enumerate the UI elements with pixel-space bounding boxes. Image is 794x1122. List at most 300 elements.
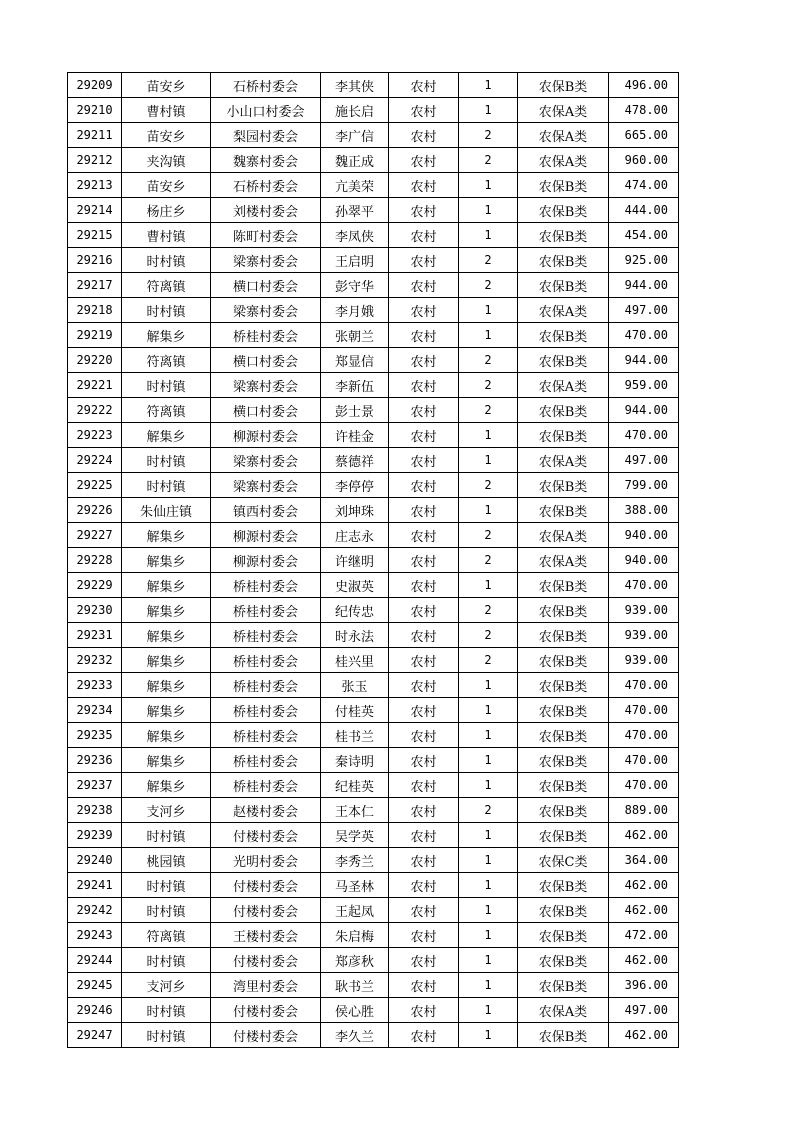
table-row <box>68 373 679 398</box>
household-size-cell: 1 <box>459 673 518 698</box>
name-cell: 王起凤 <box>321 898 389 923</box>
township-cell: 符离镇 <box>122 348 211 373</box>
township-cell: 杨庄乡 <box>122 198 211 223</box>
name-cell: 纪传忠 <box>321 598 389 623</box>
name-cell: 彭士景 <box>321 398 389 423</box>
table-row <box>68 598 679 623</box>
amount-cell: 497.00 <box>609 448 679 473</box>
table-row <box>68 148 679 173</box>
village-committee-cell: 桥桂村委会 <box>211 648 321 673</box>
name-cell: 王启明 <box>321 248 389 273</box>
township-cell: 解集乡 <box>122 423 211 448</box>
table-row <box>68 848 679 873</box>
amount-cell: 939.00 <box>609 598 679 623</box>
township-cell: 苗安乡 <box>122 123 211 148</box>
table-row <box>68 173 679 198</box>
name-cell: 王本仁 <box>321 798 389 823</box>
name-cell: 史淑英 <box>321 573 389 598</box>
township-cell: 时村镇 <box>122 373 211 398</box>
insurance-category-cell: 农保A类 <box>518 548 609 573</box>
name-cell: 时永法 <box>321 623 389 648</box>
name-cell: 朱启梅 <box>321 923 389 948</box>
insurance-category-cell: 农保B类 <box>518 498 609 523</box>
household-type-cell: 农村 <box>389 448 459 473</box>
insurance-category-cell: 农保B类 <box>518 873 609 898</box>
township-cell: 时村镇 <box>122 898 211 923</box>
name-cell: 李其侠 <box>321 73 389 98</box>
insurance-category-cell: 农保A类 <box>518 998 609 1023</box>
household-size-cell: 2 <box>459 473 518 498</box>
table-row <box>68 323 679 348</box>
amount-cell: 364.00 <box>609 848 679 873</box>
serial-number-cell: 29240 <box>68 848 122 873</box>
amount-cell: 470.00 <box>609 573 679 598</box>
township-cell: 苗安乡 <box>122 73 211 98</box>
household-type-cell: 农村 <box>389 773 459 798</box>
amount-cell: 939.00 <box>609 648 679 673</box>
household-size-cell: 1 <box>459 898 518 923</box>
serial-number-cell: 29223 <box>68 423 122 448</box>
village-committee-cell: 桥桂村委会 <box>211 598 321 623</box>
household-type-cell: 农村 <box>389 898 459 923</box>
serial-number-cell: 29221 <box>68 373 122 398</box>
household-type-cell: 农村 <box>389 73 459 98</box>
village-committee-cell: 桥桂村委会 <box>211 723 321 748</box>
household-type-cell: 农村 <box>389 923 459 948</box>
insurance-category-cell: 农保B类 <box>518 348 609 373</box>
village-committee-cell: 陈町村委会 <box>211 223 321 248</box>
table-row <box>68 873 679 898</box>
table-body <box>68 73 679 1048</box>
insurance-category-cell: 农保B类 <box>518 323 609 348</box>
name-cell: 魏正成 <box>321 148 389 173</box>
name-cell: 桂书兰 <box>321 723 389 748</box>
township-cell: 解集乡 <box>122 573 211 598</box>
insurance-category-cell: 农保B类 <box>518 598 609 623</box>
household-type-cell: 农村 <box>389 623 459 648</box>
amount-cell: 496.00 <box>609 73 679 98</box>
insurance-category-cell: 农保B类 <box>518 73 609 98</box>
amount-cell: 497.00 <box>609 998 679 1023</box>
township-cell: 解集乡 <box>122 723 211 748</box>
household-size-cell: 1 <box>459 723 518 748</box>
township-cell: 苗安乡 <box>122 173 211 198</box>
household-size-cell: 1 <box>459 98 518 123</box>
village-committee-cell: 湾里村委会 <box>211 973 321 998</box>
serial-number-cell: 29236 <box>68 748 122 773</box>
household-type-cell: 农村 <box>389 648 459 673</box>
insurance-category-cell: 农保B类 <box>518 423 609 448</box>
serial-number-cell: 29224 <box>68 448 122 473</box>
household-size-cell: 2 <box>459 123 518 148</box>
insurance-category-cell: 农保B类 <box>518 973 609 998</box>
household-type-cell: 农村 <box>389 673 459 698</box>
serial-number-cell: 29219 <box>68 323 122 348</box>
table-row <box>68 473 679 498</box>
name-cell: 李新伍 <box>321 373 389 398</box>
name-cell: 马圣林 <box>321 873 389 898</box>
name-cell: 亢美荣 <box>321 173 389 198</box>
serial-number-cell: 29218 <box>68 298 122 323</box>
township-cell: 支河乡 <box>122 798 211 823</box>
amount-cell: 462.00 <box>609 898 679 923</box>
village-committee-cell: 石桥村委会 <box>211 73 321 98</box>
amount-cell: 497.00 <box>609 298 679 323</box>
village-committee-cell: 付楼村委会 <box>211 1023 321 1048</box>
township-cell: 时村镇 <box>122 998 211 1023</box>
household-size-cell: 2 <box>459 148 518 173</box>
amount-cell: 959.00 <box>609 373 679 398</box>
household-type-cell: 农村 <box>389 598 459 623</box>
table-row <box>68 973 679 998</box>
village-committee-cell: 桥桂村委会 <box>211 623 321 648</box>
name-cell: 许继明 <box>321 548 389 573</box>
household-type-cell: 农村 <box>389 848 459 873</box>
township-cell: 解集乡 <box>122 548 211 573</box>
village-committee-cell: 梨园村委会 <box>211 123 321 148</box>
village-committee-cell: 石桥村委会 <box>211 173 321 198</box>
name-cell: 李月娥 <box>321 298 389 323</box>
household-size-cell: 2 <box>459 598 518 623</box>
village-committee-cell: 梁寨村委会 <box>211 248 321 273</box>
table-row <box>68 948 679 973</box>
household-size-cell: 2 <box>459 798 518 823</box>
township-cell: 解集乡 <box>122 698 211 723</box>
serial-number-cell: 29243 <box>68 923 122 948</box>
insurance-category-cell: 农保B类 <box>518 898 609 923</box>
name-cell: 李停停 <box>321 473 389 498</box>
village-committee-cell: 桥桂村委会 <box>211 773 321 798</box>
village-committee-cell: 梁寨村委会 <box>211 448 321 473</box>
household-size-cell: 1 <box>459 948 518 973</box>
serial-number-cell: 29244 <box>68 948 122 973</box>
village-committee-cell: 刘楼村委会 <box>211 198 321 223</box>
household-size-cell: 1 <box>459 1023 518 1048</box>
village-committee-cell: 付楼村委会 <box>211 948 321 973</box>
household-type-cell: 农村 <box>389 423 459 448</box>
township-cell: 时村镇 <box>122 1023 211 1048</box>
village-committee-cell: 魏寨村委会 <box>211 148 321 173</box>
table-row <box>68 898 679 923</box>
serial-number-cell: 29242 <box>68 898 122 923</box>
table-row <box>68 1023 679 1048</box>
household-size-cell: 2 <box>459 523 518 548</box>
amount-cell: 944.00 <box>609 273 679 298</box>
table-row <box>68 98 679 123</box>
village-committee-cell: 横口村委会 <box>211 273 321 298</box>
household-size-cell: 1 <box>459 73 518 98</box>
amount-cell: 665.00 <box>609 123 679 148</box>
name-cell: 施长启 <box>321 98 389 123</box>
village-committee-cell: 镇西村委会 <box>211 498 321 523</box>
household-size-cell: 1 <box>459 423 518 448</box>
insurance-category-cell: 农保B类 <box>518 573 609 598</box>
name-cell: 郑显信 <box>321 348 389 373</box>
serial-number-cell: 29229 <box>68 573 122 598</box>
serial-number-cell: 29235 <box>68 723 122 748</box>
household-type-cell: 农村 <box>389 223 459 248</box>
insurance-category-cell: 农保B类 <box>518 798 609 823</box>
township-cell: 时村镇 <box>122 448 211 473</box>
serial-number-cell: 29227 <box>68 523 122 548</box>
name-cell: 纪桂英 <box>321 773 389 798</box>
township-cell: 桃园镇 <box>122 848 211 873</box>
village-committee-cell: 梁寨村委会 <box>211 298 321 323</box>
table-row <box>68 448 679 473</box>
insurance-category-cell: 农保B类 <box>518 648 609 673</box>
household-size-cell: 1 <box>459 873 518 898</box>
serial-number-cell: 29209 <box>68 73 122 98</box>
township-cell: 时村镇 <box>122 298 211 323</box>
household-size-cell: 2 <box>459 273 518 298</box>
serial-number-cell: 29247 <box>68 1023 122 1048</box>
insurance-category-cell: 农保A类 <box>518 448 609 473</box>
household-size-cell: 1 <box>459 198 518 223</box>
serial-number-cell: 29246 <box>68 998 122 1023</box>
table-row <box>68 423 679 448</box>
table-row <box>68 748 679 773</box>
township-cell: 时村镇 <box>122 248 211 273</box>
household-size-cell: 1 <box>459 823 518 848</box>
household-size-cell: 1 <box>459 748 518 773</box>
name-cell: 吴学英 <box>321 823 389 848</box>
insurance-category-cell: 农保B类 <box>518 948 609 973</box>
village-committee-cell: 柳源村委会 <box>211 523 321 548</box>
amount-cell: 474.00 <box>609 173 679 198</box>
serial-number-cell: 29245 <box>68 973 122 998</box>
household-size-cell: 2 <box>459 648 518 673</box>
household-size-cell: 1 <box>459 173 518 198</box>
table-row <box>68 698 679 723</box>
village-committee-cell: 小山口村委会 <box>211 98 321 123</box>
township-cell: 符离镇 <box>122 923 211 948</box>
household-size-cell: 2 <box>459 548 518 573</box>
insurance-category-cell: 农保B类 <box>518 398 609 423</box>
township-cell: 曹村镇 <box>122 223 211 248</box>
amount-cell: 889.00 <box>609 798 679 823</box>
household-type-cell: 农村 <box>389 748 459 773</box>
serial-number-cell: 29213 <box>68 173 122 198</box>
village-committee-cell: 付楼村委会 <box>211 823 321 848</box>
household-size-cell: 1 <box>459 998 518 1023</box>
township-cell: 解集乡 <box>122 673 211 698</box>
table-row <box>68 773 679 798</box>
table-row <box>68 298 679 323</box>
insurance-category-cell: 农保B类 <box>518 923 609 948</box>
household-type-cell: 农村 <box>389 498 459 523</box>
insurance-category-cell: 农保B类 <box>518 723 609 748</box>
village-committee-cell: 桥桂村委会 <box>211 323 321 348</box>
table-row <box>68 248 679 273</box>
serial-number-cell: 29238 <box>68 798 122 823</box>
name-cell: 耿书兰 <box>321 973 389 998</box>
name-cell: 蔡德祥 <box>321 448 389 473</box>
amount-cell: 470.00 <box>609 723 679 748</box>
household-type-cell: 农村 <box>389 373 459 398</box>
serial-number-cell: 29239 <box>68 823 122 848</box>
household-type-cell: 农村 <box>389 973 459 998</box>
village-committee-cell: 柳源村委会 <box>211 548 321 573</box>
village-committee-cell: 桥桂村委会 <box>211 573 321 598</box>
insurance-category-cell: 农保B类 <box>518 248 609 273</box>
table-row <box>68 498 679 523</box>
serial-number-cell: 29232 <box>68 648 122 673</box>
amount-cell: 478.00 <box>609 98 679 123</box>
household-type-cell: 农村 <box>389 148 459 173</box>
table-row <box>68 198 679 223</box>
township-cell: 符离镇 <box>122 398 211 423</box>
household-size-cell: 1 <box>459 848 518 873</box>
township-cell: 符离镇 <box>122 273 211 298</box>
household-size-cell: 2 <box>459 398 518 423</box>
insurance-category-cell: 农保B类 <box>518 473 609 498</box>
serial-number-cell: 29225 <box>68 473 122 498</box>
insurance-category-cell: 农保C类 <box>518 848 609 873</box>
name-cell: 付桂英 <box>321 698 389 723</box>
village-committee-cell: 梁寨村委会 <box>211 473 321 498</box>
household-type-cell: 农村 <box>389 823 459 848</box>
insurance-category-cell: 农保B类 <box>518 673 609 698</box>
name-cell: 李秀兰 <box>321 848 389 873</box>
table-row <box>68 673 679 698</box>
insurance-category-cell: 农保B类 <box>518 198 609 223</box>
household-size-cell: 2 <box>459 623 518 648</box>
serial-number-cell: 29216 <box>68 248 122 273</box>
household-type-cell: 农村 <box>389 523 459 548</box>
name-cell: 侯心胜 <box>321 998 389 1023</box>
township-cell: 解集乡 <box>122 773 211 798</box>
township-cell: 解集乡 <box>122 598 211 623</box>
table-row <box>68 923 679 948</box>
township-cell: 朱仙庄镇 <box>122 498 211 523</box>
name-cell: 李凤侠 <box>321 223 389 248</box>
table-row <box>68 123 679 148</box>
name-cell: 张朝兰 <box>321 323 389 348</box>
amount-cell: 470.00 <box>609 773 679 798</box>
insurance-category-cell: 农保A类 <box>518 98 609 123</box>
household-type-cell: 农村 <box>389 298 459 323</box>
household-type-cell: 农村 <box>389 98 459 123</box>
serial-number-cell: 29230 <box>68 598 122 623</box>
table-row <box>68 998 679 1023</box>
name-cell: 彭守华 <box>321 273 389 298</box>
table-row <box>68 548 679 573</box>
township-cell: 解集乡 <box>122 323 211 348</box>
amount-cell: 799.00 <box>609 473 679 498</box>
household-type-cell: 农村 <box>389 798 459 823</box>
household-type-cell: 农村 <box>389 123 459 148</box>
table-row <box>68 348 679 373</box>
amount-cell: 444.00 <box>609 198 679 223</box>
amount-cell: 396.00 <box>609 973 679 998</box>
insurance-category-cell: 农保B类 <box>518 273 609 298</box>
household-size-cell: 2 <box>459 248 518 273</box>
name-cell: 李久兰 <box>321 1023 389 1048</box>
table-row <box>68 73 679 98</box>
table-row <box>68 798 679 823</box>
name-cell: 许桂金 <box>321 423 389 448</box>
household-size-cell: 1 <box>459 498 518 523</box>
amount-cell: 470.00 <box>609 698 679 723</box>
amount-cell: 470.00 <box>609 323 679 348</box>
household-size-cell: 1 <box>459 923 518 948</box>
amount-cell: 388.00 <box>609 498 679 523</box>
insurance-category-cell: 农保B类 <box>518 748 609 773</box>
table-row <box>68 823 679 848</box>
amount-cell: 454.00 <box>609 223 679 248</box>
insurance-category-cell: 农保A类 <box>518 523 609 548</box>
household-type-cell: 农村 <box>389 398 459 423</box>
household-size-cell: 1 <box>459 973 518 998</box>
insurance-category-cell: 农保B类 <box>518 698 609 723</box>
village-committee-cell: 横口村委会 <box>211 348 321 373</box>
household-type-cell: 农村 <box>389 698 459 723</box>
serial-number-cell: 29222 <box>68 398 122 423</box>
name-cell: 张玉 <box>321 673 389 698</box>
amount-cell: 462.00 <box>609 873 679 898</box>
serial-number-cell: 29220 <box>68 348 122 373</box>
amount-cell: 940.00 <box>609 523 679 548</box>
household-type-cell: 农村 <box>389 173 459 198</box>
beneficiary-table <box>67 72 679 1048</box>
amount-cell: 462.00 <box>609 948 679 973</box>
village-committee-cell: 光明村委会 <box>211 848 321 873</box>
household-type-cell: 农村 <box>389 873 459 898</box>
serial-number-cell: 29233 <box>68 673 122 698</box>
household-type-cell: 农村 <box>389 948 459 973</box>
amount-cell: 944.00 <box>609 348 679 373</box>
table-row <box>68 723 679 748</box>
insurance-category-cell: 农保B类 <box>518 223 609 248</box>
amount-cell: 472.00 <box>609 923 679 948</box>
name-cell: 秦诗明 <box>321 748 389 773</box>
serial-number-cell: 29211 <box>68 123 122 148</box>
name-cell: 桂兴里 <box>321 648 389 673</box>
table-row <box>68 398 679 423</box>
amount-cell: 462.00 <box>609 823 679 848</box>
village-committee-cell: 桥桂村委会 <box>211 673 321 698</box>
township-cell: 时村镇 <box>122 823 211 848</box>
village-committee-cell: 付楼村委会 <box>211 873 321 898</box>
insurance-category-cell: 农保B类 <box>518 173 609 198</box>
amount-cell: 960.00 <box>609 148 679 173</box>
household-type-cell: 农村 <box>389 273 459 298</box>
table-row <box>68 573 679 598</box>
township-cell: 解集乡 <box>122 523 211 548</box>
table-row <box>68 623 679 648</box>
name-cell: 刘坤珠 <box>321 498 389 523</box>
township-cell: 时村镇 <box>122 473 211 498</box>
serial-number-cell: 29228 <box>68 548 122 573</box>
household-size-cell: 1 <box>459 773 518 798</box>
township-cell: 时村镇 <box>122 873 211 898</box>
serial-number-cell: 29210 <box>68 98 122 123</box>
township-cell: 支河乡 <box>122 973 211 998</box>
insurance-category-cell: 农保B类 <box>518 1023 609 1048</box>
village-committee-cell: 付楼村委会 <box>211 998 321 1023</box>
household-size-cell: 1 <box>459 448 518 473</box>
name-cell: 孙翠平 <box>321 198 389 223</box>
amount-cell: 944.00 <box>609 398 679 423</box>
table-row <box>68 223 679 248</box>
household-size-cell: 1 <box>459 698 518 723</box>
table-row <box>68 523 679 548</box>
insurance-category-cell: 农保A类 <box>518 148 609 173</box>
amount-cell: 470.00 <box>609 748 679 773</box>
amount-cell: 940.00 <box>609 548 679 573</box>
serial-number-cell: 29234 <box>68 698 122 723</box>
township-cell: 解集乡 <box>122 623 211 648</box>
